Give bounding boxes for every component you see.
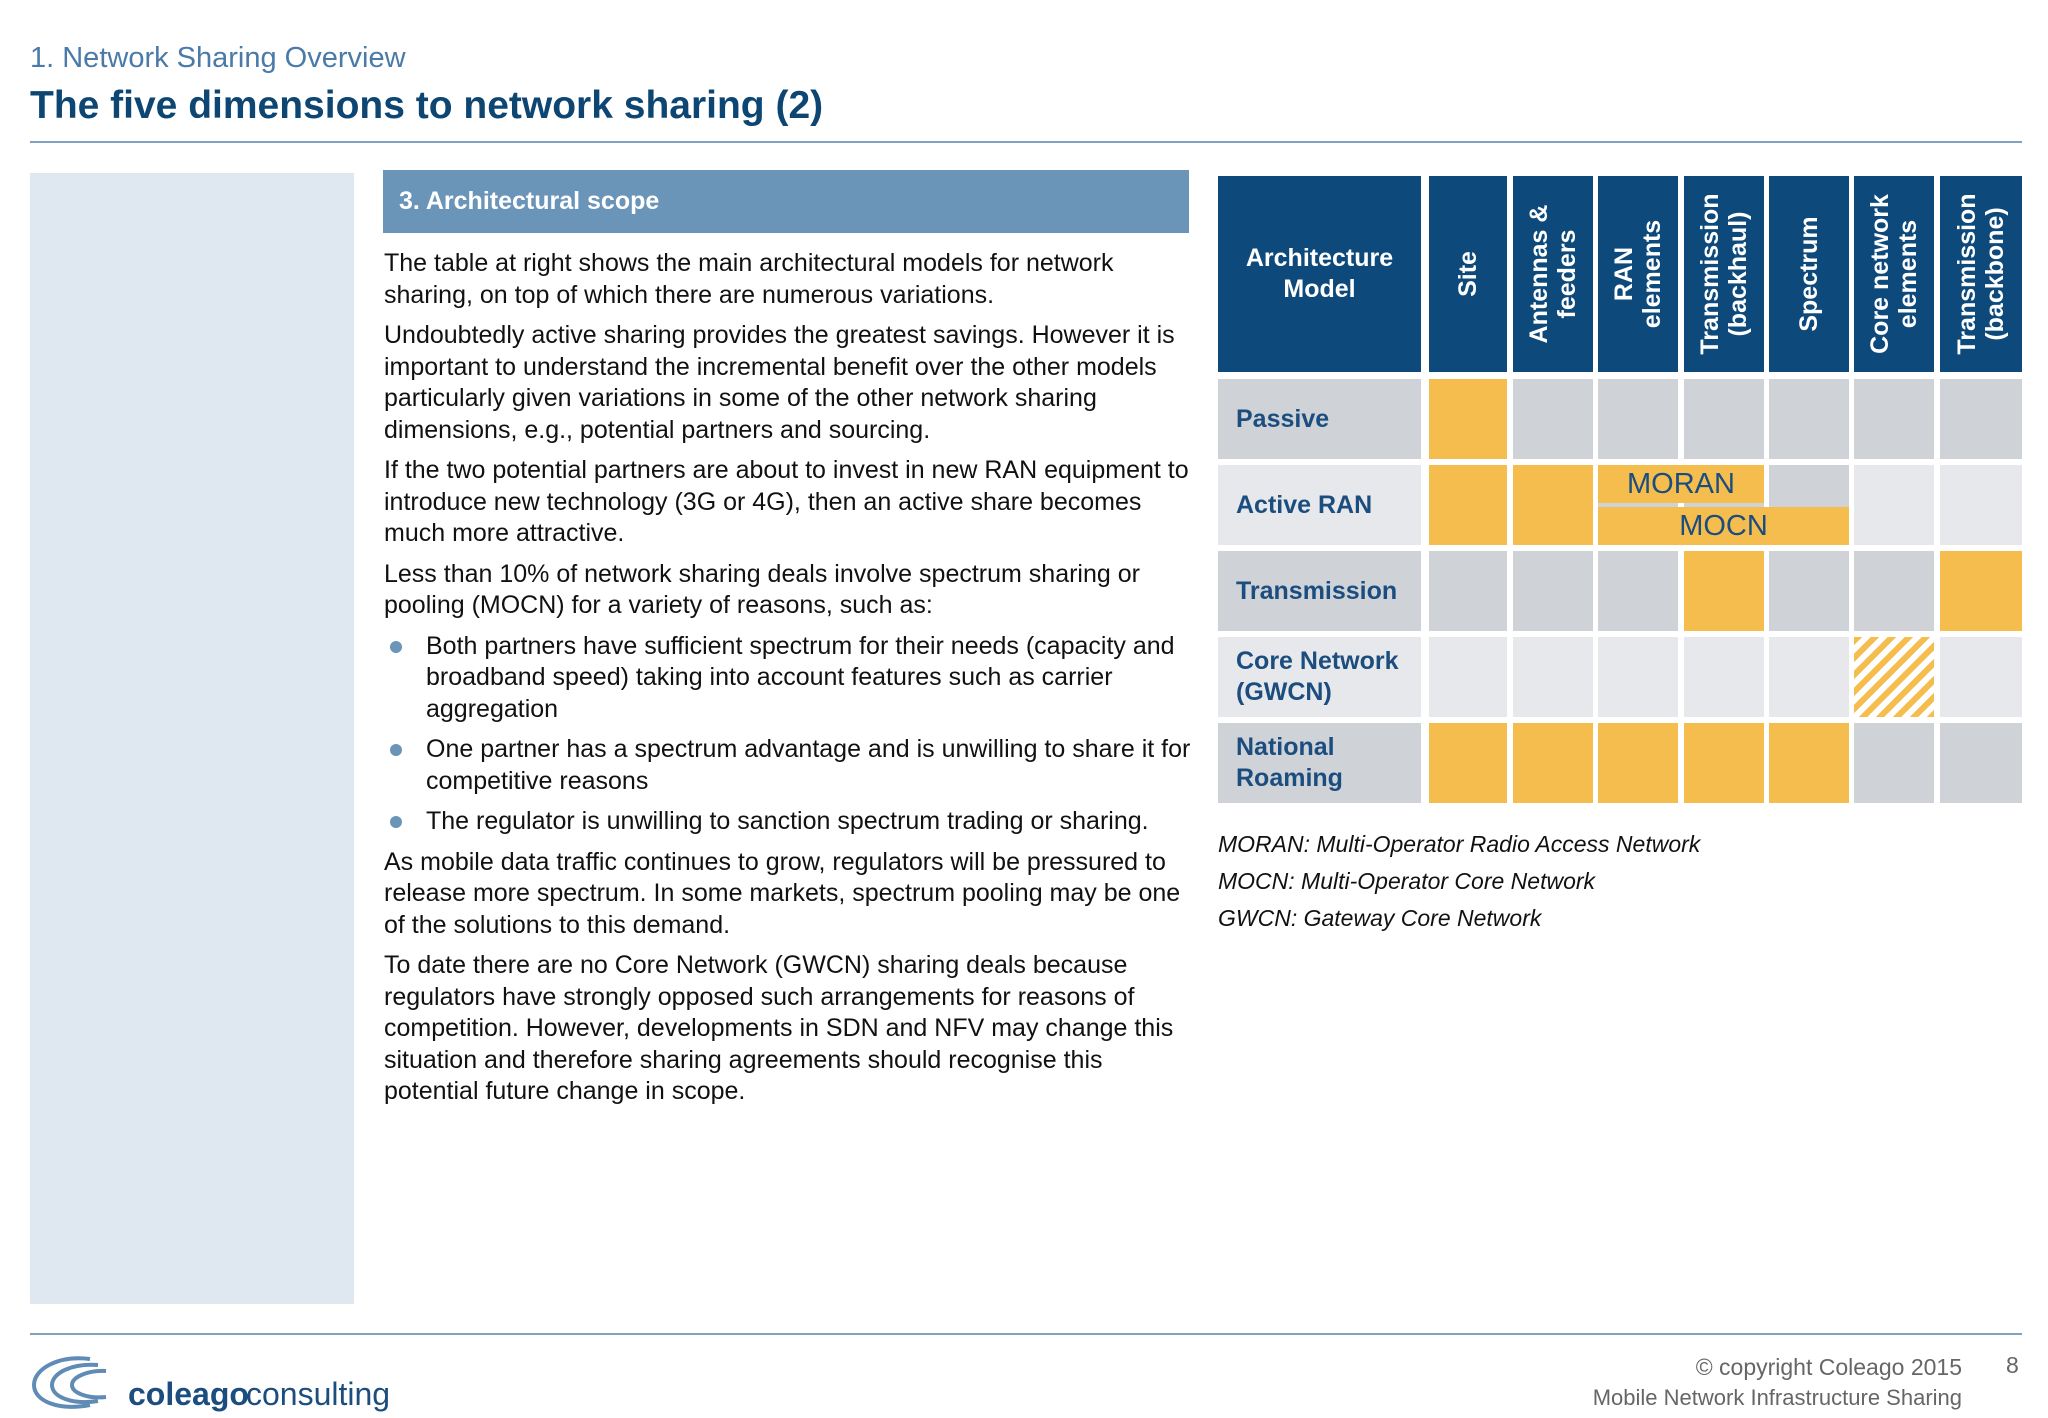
table-cell xyxy=(1769,551,1849,631)
table-cell xyxy=(1429,637,1507,717)
paragraph: Undoubtedly active sharing provides the greatest savings. However it is important to understand the incremental benefit over the other models particularly given variations in some of the other network sharing dimensions, e.g., potential partners and sourcing. xyxy=(384,321,1175,444)
paragraph: To date there are no Core Network (GWCN) sharing deals because regulators have strongly opposed such arrangements for reasons of competition. However, developments in SDN and NFV may change this situation and therefore sharing agreements should recognise this potential future change in scope. xyxy=(384,951,1174,1105)
body-text xyxy=(384,248,1192,1117)
scope-heading: 3. Architectural scope xyxy=(383,170,1189,233)
mocn-bar: MOCN xyxy=(1598,507,1849,545)
table-cell xyxy=(1598,723,1678,803)
table-cell xyxy=(1940,723,2022,803)
bullet-text: Both partners have sufficient spectrum for their needs (capacity and broadband speed) taking into account features such as carrier aggregation xyxy=(426,631,1175,723)
table-cell xyxy=(1684,637,1764,717)
table-cell xyxy=(1598,551,1678,631)
table-row-label: Active RAN xyxy=(1218,465,1421,545)
table-cell xyxy=(1684,723,1764,803)
legend xyxy=(1218,826,1700,937)
table-cell xyxy=(1513,379,1593,459)
left-sidebar-panel xyxy=(30,173,354,1304)
architecture-table xyxy=(1218,176,2024,802)
legend-item: GWCN: Gateway Core Network xyxy=(1218,905,1542,931)
page-title: The five dimensions to network sharing (2) xyxy=(30,84,824,127)
paragraph: If the two potential partners are about to invest in new RAN equipment to introduce new technology (3G or 4G), then an active share becomes much more attractive. xyxy=(384,456,1189,547)
section-label: 1. Network Sharing Overview xyxy=(30,42,406,74)
moran-bar: MORAN xyxy=(1598,465,1764,503)
table-cell xyxy=(1769,379,1849,459)
table-row-label: Transmission xyxy=(1218,551,1421,631)
bullet-dot-icon xyxy=(390,744,402,756)
table-cell xyxy=(1429,723,1507,803)
table-column-header xyxy=(1854,176,1934,372)
table-row-label: Passive xyxy=(1218,379,1421,459)
footer-subtitle: Mobile Network Infrastructure Sharing xyxy=(1592,1385,1962,1410)
table-column-header xyxy=(1598,176,1678,372)
table-cell xyxy=(1769,723,1849,803)
bullet-text: The regulator is unwilling to sanction spectrum trading or sharing. xyxy=(426,807,1149,835)
column-header-label: Spectrum xyxy=(1795,216,1823,332)
table-column-header xyxy=(1684,176,1764,372)
table-cell xyxy=(1684,551,1764,631)
column-header-label: RAN elements xyxy=(1610,219,1666,329)
table-cell xyxy=(1940,465,2022,545)
table-cell xyxy=(1940,551,2022,631)
copyright: © copyright Coleago 2015 xyxy=(1695,1354,1962,1380)
table-column-header xyxy=(1513,176,1593,372)
coleago-logo xyxy=(28,1345,391,1415)
table-cell xyxy=(1598,637,1678,717)
table-cell xyxy=(1854,551,1934,631)
bullet-text: One partner has a spectrum advantage and is unwilling to share it for competitive reasons xyxy=(426,735,1191,795)
column-header-label: Transmission (backhaul) xyxy=(1696,193,1752,355)
bullet-dot-icon xyxy=(390,816,402,828)
paragraph: The table at right shows the main architectural models for network sharing, on top of which there are numerous variations. xyxy=(384,249,1114,309)
table-cell xyxy=(1513,723,1593,803)
table-cell xyxy=(1429,379,1507,459)
logo-text-bold: coleago xyxy=(128,1376,249,1412)
table-cell xyxy=(1940,379,2022,459)
table-cell xyxy=(1854,465,1934,545)
table-column-header xyxy=(1429,176,1507,372)
bullet-dot-icon xyxy=(390,641,402,653)
table-cell xyxy=(1769,637,1849,717)
table-cell xyxy=(1513,551,1593,631)
table-row-label: Core Network (GWCN) xyxy=(1218,637,1421,717)
table-cell xyxy=(1854,637,1934,717)
column-header-label: Transmission (backbone) xyxy=(1953,193,2009,355)
table-column-header xyxy=(1940,176,2022,372)
table-row-label: National Roaming xyxy=(1218,723,1421,803)
paragraph: Less than 10% of network sharing deals involve spectrum sharing or pooling (MOCN) for a variety of reasons, such as: xyxy=(384,559,1140,619)
table-column-header xyxy=(1769,176,1849,372)
column-header-label: Core network elements xyxy=(1866,194,1922,354)
column-header-label: Site xyxy=(1454,251,1482,297)
table-cell xyxy=(1513,465,1593,545)
paragraph: As mobile data traffic continues to grow, regulators will be pressured to release more spectrum. In some markets, spectrum pooling may be one of the solutions to this demand. xyxy=(384,847,1181,939)
table-cell xyxy=(1854,723,1934,803)
table-cell xyxy=(1684,379,1764,459)
table-cell xyxy=(1513,637,1593,717)
table-cell xyxy=(1429,551,1507,631)
footer-divider xyxy=(30,1333,2022,1335)
table-cell xyxy=(1854,379,1934,459)
legend-item: MOCN: Multi-Operator Core Network xyxy=(1218,868,1596,894)
bullet-item xyxy=(384,631,1192,726)
column-header-label: Antennas & feeders xyxy=(1525,204,1581,344)
table-corner-header: Architecture Model xyxy=(1218,176,1421,372)
header-divider xyxy=(30,141,2022,143)
page-number: 8 xyxy=(2006,1352,2019,1378)
logo-text-light: consulting xyxy=(246,1376,391,1412)
legend-item: MORAN: Multi-Operator Radio Access Network xyxy=(1218,831,1701,857)
bullet-item xyxy=(384,734,1192,797)
table-cell xyxy=(1940,637,2022,717)
table-cell xyxy=(1429,465,1507,545)
table-cell xyxy=(1598,379,1678,459)
bullet-item xyxy=(384,806,1192,838)
